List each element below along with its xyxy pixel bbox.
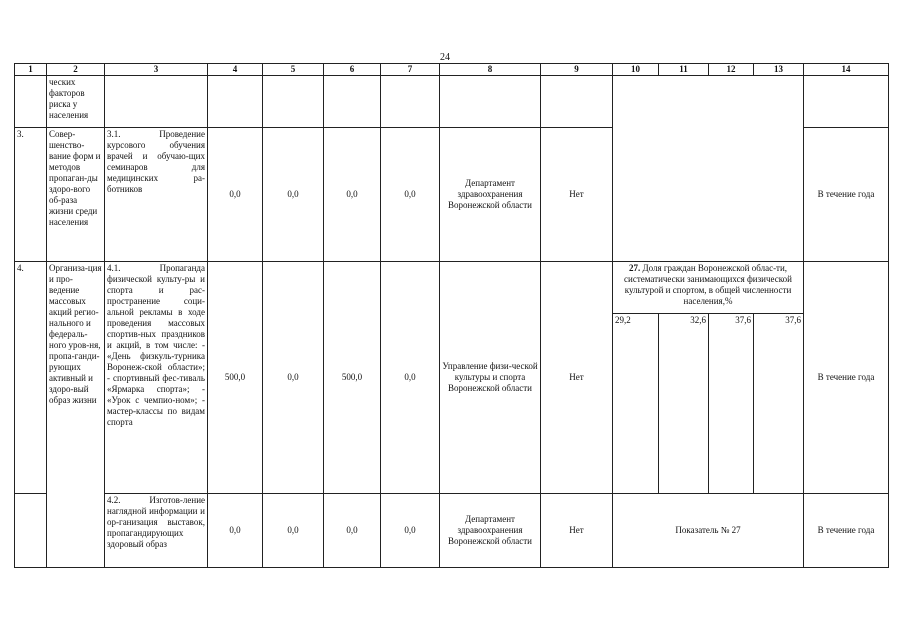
- header-cell: 3: [105, 64, 208, 76]
- action-cell: 3.1. Проведение курсового обучения врачей и обучаю-щих семинаров для медицинских ра-ботников: [105, 128, 208, 262]
- table-row: [15, 262, 889, 314]
- indicator-value: 37,6: [754, 314, 804, 494]
- value-cell: 0,0: [263, 128, 324, 262]
- value-cell: 0,0: [381, 262, 440, 494]
- header-cell: 12: [709, 64, 754, 76]
- header-cell: 5: [263, 64, 324, 76]
- indicator-number: 27.: [628, 263, 641, 273]
- num-cell: [15, 494, 47, 568]
- period-cell: В течение года: [804, 494, 889, 568]
- indicator-empty-cell: [613, 76, 804, 262]
- header-cell: 4: [208, 64, 263, 76]
- executor-cell: Департамент здравоохранения Воронежской области: [440, 494, 541, 568]
- value-cell: Нет: [541, 128, 613, 262]
- header-cell: 8: [440, 64, 541, 76]
- period-cell: В течение года: [804, 262, 889, 494]
- header-cell: 6: [324, 64, 381, 76]
- header-row: [15, 64, 889, 76]
- num-cell: 4.: [15, 262, 47, 494]
- header-cell: 11: [659, 64, 709, 76]
- value-cell: 0,0: [381, 494, 440, 568]
- value-cell: 500,0: [208, 262, 263, 494]
- indicator-cell: [613, 262, 804, 314]
- page-number: 24: [440, 52, 450, 63]
- indicator-text: Доля граждан Воронежской облас-ти, систематически занимающихся физической культурой и спортом, в общей численности населения,%: [624, 263, 792, 306]
- name-cell: ческих факторов риска у населения: [47, 76, 105, 128]
- executor-cell: Управление физи-ческой культуры и спорта Воронежской области: [440, 262, 541, 494]
- value-cell: 0,0: [208, 494, 263, 568]
- value-cell: 500,0: [324, 262, 381, 494]
- value-cell: 0,0: [263, 494, 324, 568]
- indicator-value: 29,2: [613, 314, 659, 494]
- value-cell: Нет: [541, 262, 613, 494]
- num-cell: 3.: [15, 128, 47, 262]
- header-cell: 13: [754, 64, 804, 76]
- table-row: [15, 76, 889, 128]
- indicator-value: 37,6: [709, 314, 754, 494]
- value-cell: 0,0: [324, 128, 381, 262]
- header-cell: 1: [15, 64, 47, 76]
- indicator-value: 32,6: [659, 314, 709, 494]
- action-cell: [105, 76, 208, 128]
- period-cell: В течение года: [804, 128, 889, 262]
- header-cell: 7: [381, 64, 440, 76]
- action-cell: 4.2. Изготов-ление наглядной информации и ор-ганизация выставок, пропагандирующих здоровый образ: [105, 494, 208, 568]
- value-cell: 0,0: [324, 494, 381, 568]
- value-cell: 0,0: [208, 128, 263, 262]
- header-cell: 10: [613, 64, 659, 76]
- value-cell: 0,0: [263, 262, 324, 494]
- header-cell: 14: [804, 64, 889, 76]
- indicator-reference: Показатель № 27: [613, 494, 804, 568]
- action-cell: 4.1. Пропаганда физической культу-ры и спорта и рас-пространение соци-альной рекламы в ходе проведения массовых спортив-ных праздников и акций, в том числе: - «День физкуль-турника Воронеж-ской области»; - спортивный фес-тиваль «Ярмарка спорта»; - «Урок с чемпио-ном»; - мастер-классы по видам спорта: [105, 262, 208, 494]
- num-cell: [15, 76, 47, 128]
- value-cell: 0,0: [381, 128, 440, 262]
- header-cell: 2: [47, 64, 105, 76]
- name-cell: Организа-ция и про-ведение массовых акций регио-нального и федераль-ного уров-ня, пропа-ганди-рующих активный и здоро-вый образ жизни: [47, 262, 105, 568]
- name-cell: Совер-шенство-вание форм и методов пропаган-ды здоро-вого об-раза жизни среди населения: [47, 128, 105, 262]
- program-table: [14, 63, 889, 568]
- executor-cell: Департамент здравоохранения Воронежской области: [440, 128, 541, 262]
- table-row: [15, 494, 889, 568]
- header-cell: 9: [541, 64, 613, 76]
- value-cell: Нет: [541, 494, 613, 568]
